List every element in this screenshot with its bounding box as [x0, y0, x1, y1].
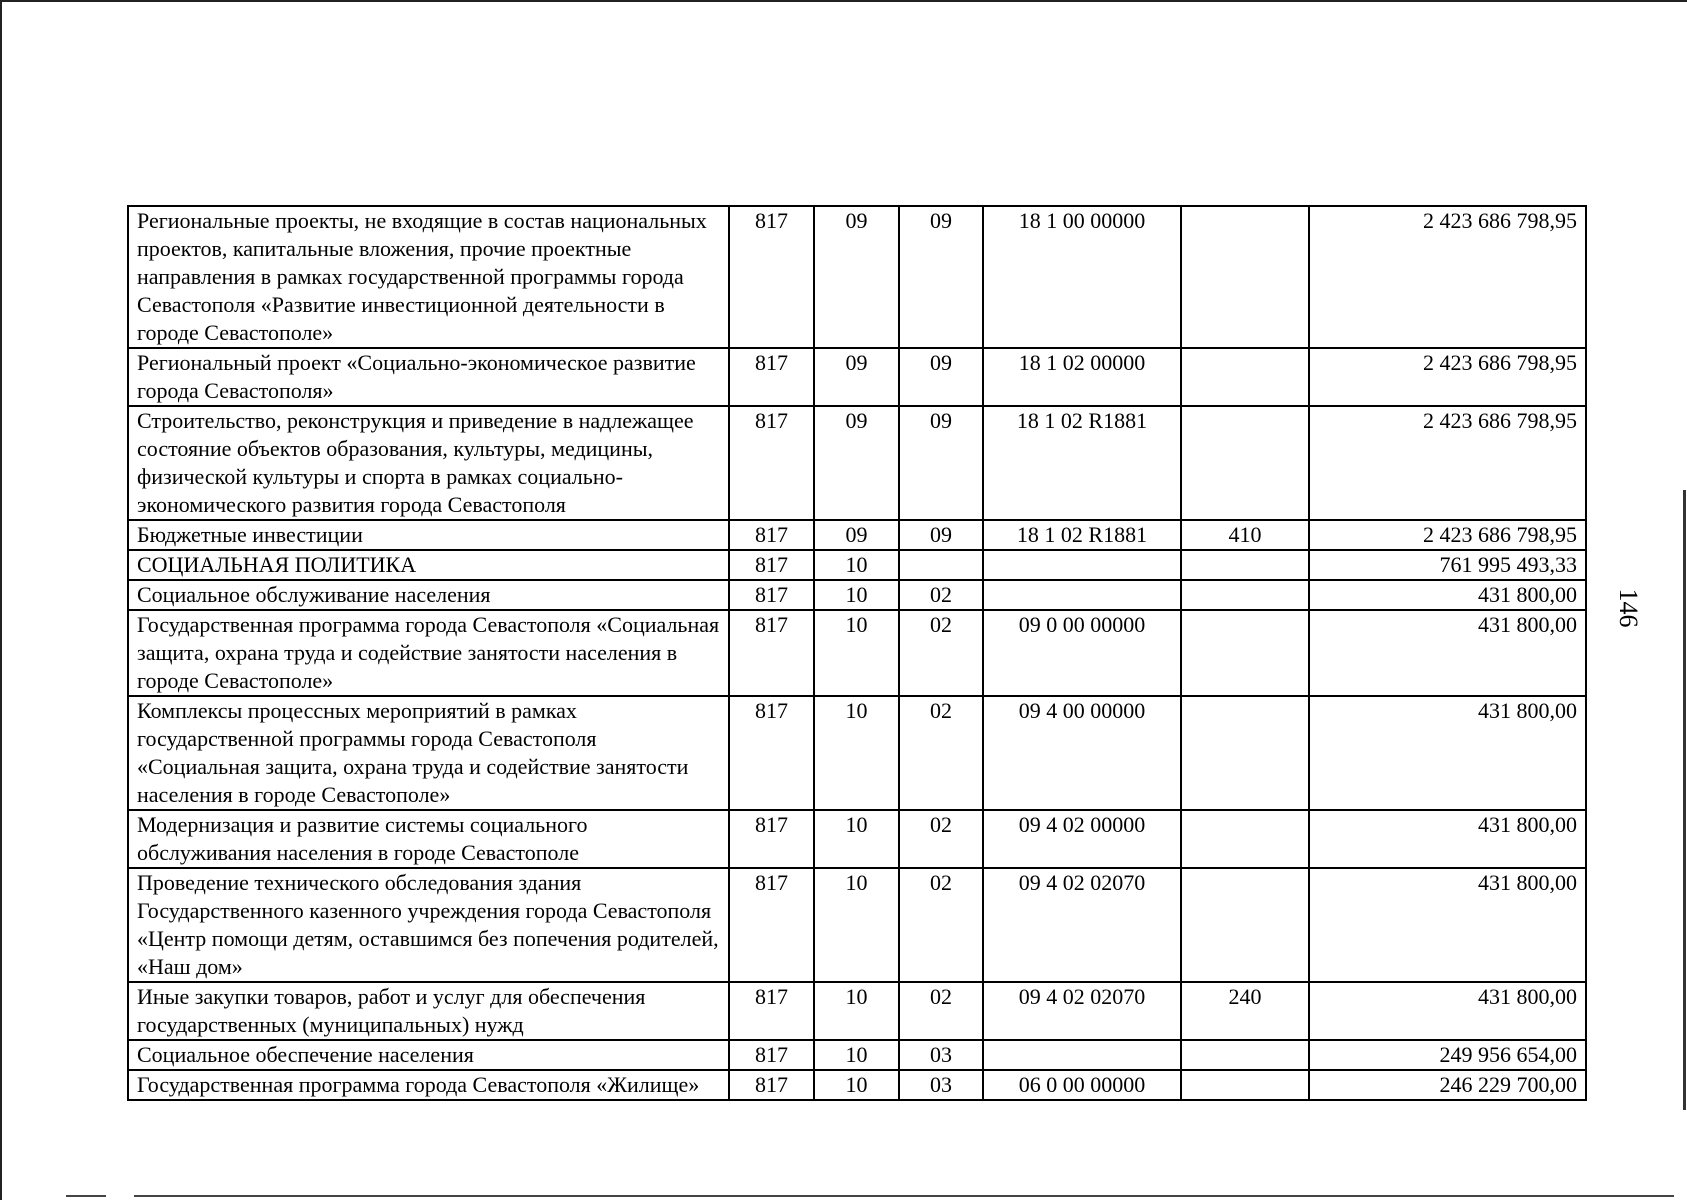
cell-expense-type: [1181, 868, 1309, 982]
cell-expense-type: [1181, 610, 1309, 696]
cell-name: Социальное обеспечение населения: [128, 1040, 729, 1070]
cell-amount: 2 423 686 798,95: [1309, 348, 1586, 406]
cell-target-article: 09 0 00 00000: [983, 610, 1181, 696]
page-number: 146: [1614, 588, 1643, 628]
cell-section-code: 10: [814, 696, 899, 810]
table-row: [128, 1040, 1586, 1070]
cell-amount: 761 995 493,33: [1309, 550, 1586, 580]
cell-name: Бюджетные инвестиции: [128, 520, 729, 550]
bottom-line-short: [66, 1195, 106, 1197]
cell-name: Государственная программа города Севастополя «Жилище»: [128, 1070, 729, 1100]
cell-name: Строительство, реконструкция и приведение в надлежащее состояние объектов образования, культуры, медицины, физической культуры и спорта в рамках социально-экономического развития города Севастополя: [128, 406, 729, 520]
cell-section-code: 10: [814, 610, 899, 696]
cell-section-code: 09: [814, 348, 899, 406]
cell-department-code: 817: [729, 696, 814, 810]
cell-name: Проведение технического обследования здания Государственного казенного учреждения города Севастополя «Центр помощи детям, оставшимся без попечения родителей, «Наш дом»: [128, 868, 729, 982]
table-row: [128, 982, 1586, 1040]
cell-name: Иные закупки товаров, работ и услуг для обеспечения государственных (муниципальных) нужд: [128, 982, 729, 1040]
cell-amount: 2 423 686 798,95: [1309, 406, 1586, 520]
cell-subsection-code: 09: [899, 406, 983, 520]
cell-target-article: [983, 550, 1181, 580]
cell-department-code: 817: [729, 868, 814, 982]
bottom-line-long: [134, 1195, 1674, 1197]
cell-subsection-code: 03: [899, 1040, 983, 1070]
cell-target-article: 09 4 02 02070: [983, 982, 1181, 1040]
page-border-right: [1683, 490, 1686, 1110]
cell-subsection-code: 02: [899, 982, 983, 1040]
table-row: [128, 610, 1586, 696]
cell-department-code: 817: [729, 348, 814, 406]
cell-section-code: 10: [814, 868, 899, 982]
cell-amount: 246 229 700,00: [1309, 1070, 1586, 1100]
cell-subsection-code: 09: [899, 520, 983, 550]
cell-department-code: 817: [729, 520, 814, 550]
cell-department-code: 817: [729, 1040, 814, 1070]
cell-section-code: 09: [814, 406, 899, 520]
cell-section-code: 10: [814, 982, 899, 1040]
cell-amount: 431 800,00: [1309, 580, 1586, 610]
table-row: [128, 580, 1586, 610]
cell-target-article: 18 1 02 R1881: [983, 406, 1181, 520]
cell-expense-type: [1181, 406, 1309, 520]
table-row: [128, 550, 1586, 580]
cell-target-article: 09 4 02 00000: [983, 810, 1181, 868]
page-border-top: [0, 0, 1687, 2]
cell-subsection-code: 09: [899, 348, 983, 406]
table-row: [128, 868, 1586, 982]
cell-name: Региональные проекты, не входящие в состав национальных проектов, капитальные вложения, прочие проектные направления в рамках государственной программы города Севастополя «Развитие инвестиционной деятельности в городе Севастополе»: [128, 206, 729, 348]
cell-expense-type: [1181, 1040, 1309, 1070]
cell-subsection-code: 02: [899, 868, 983, 982]
cell-target-article: 18 1 02 00000: [983, 348, 1181, 406]
cell-amount: 431 800,00: [1309, 868, 1586, 982]
cell-section-code: 10: [814, 810, 899, 868]
cell-target-article: 09 4 00 00000: [983, 696, 1181, 810]
cell-name: Региональный проект «Социально-экономическое развитие города Севастополя»: [128, 348, 729, 406]
budget-table-body: [128, 206, 1586, 1100]
cell-subsection-code: 03: [899, 1070, 983, 1100]
cell-target-article: [983, 1040, 1181, 1070]
cell-section-code: 10: [814, 1070, 899, 1100]
cell-expense-type: [1181, 580, 1309, 610]
cell-expense-type: [1181, 206, 1309, 348]
cell-subsection-code: 02: [899, 610, 983, 696]
cell-amount: 431 800,00: [1309, 696, 1586, 810]
cell-subsection-code: 09: [899, 206, 983, 348]
cell-amount: 2 423 686 798,95: [1309, 520, 1586, 550]
cell-expense-type: [1181, 550, 1309, 580]
cell-expense-type: 240: [1181, 982, 1309, 1040]
cell-department-code: 817: [729, 580, 814, 610]
cell-subsection-code: 02: [899, 696, 983, 810]
cell-amount: 2 423 686 798,95: [1309, 206, 1586, 348]
cell-expense-type: [1181, 1070, 1309, 1100]
table-row: [128, 206, 1586, 348]
table-row: [128, 406, 1586, 520]
cell-expense-type: [1181, 696, 1309, 810]
cell-department-code: 817: [729, 406, 814, 520]
cell-subsection-code: 02: [899, 580, 983, 610]
cell-amount: 431 800,00: [1309, 810, 1586, 868]
cell-section-code: 09: [814, 520, 899, 550]
budget-table: [127, 205, 1587, 1101]
cell-section-code: 09: [814, 206, 899, 348]
table-row: [128, 1070, 1586, 1100]
cell-department-code: 817: [729, 1070, 814, 1100]
cell-department-code: 817: [729, 206, 814, 348]
cell-amount: 431 800,00: [1309, 610, 1586, 696]
page-border-left: [0, 0, 2, 1200]
cell-section-code: 10: [814, 1040, 899, 1070]
table-row: [128, 810, 1586, 868]
cell-department-code: 817: [729, 810, 814, 868]
cell-department-code: 817: [729, 550, 814, 580]
table-row: [128, 348, 1586, 406]
cell-target-article: 06 0 00 00000: [983, 1070, 1181, 1100]
cell-target-article: 09 4 02 02070: [983, 868, 1181, 982]
cell-expense-type: 410: [1181, 520, 1309, 550]
cell-amount: 431 800,00: [1309, 982, 1586, 1040]
cell-section-code: 10: [814, 550, 899, 580]
cell-name: СОЦИАЛЬНАЯ ПОЛИТИКА: [128, 550, 729, 580]
cell-amount: 249 956 654,00: [1309, 1040, 1586, 1070]
cell-target-article: 18 1 02 R1881: [983, 520, 1181, 550]
cell-name: Модернизация и развитие системы социального обслуживания населения в городе Севастополе: [128, 810, 729, 868]
cell-section-code: 10: [814, 580, 899, 610]
cell-target-article: [983, 580, 1181, 610]
cell-expense-type: [1181, 348, 1309, 406]
cell-department-code: 817: [729, 610, 814, 696]
cell-subsection-code: 02: [899, 810, 983, 868]
cell-subsection-code: [899, 550, 983, 580]
table-row: [128, 696, 1586, 810]
table-row: [128, 520, 1586, 550]
cell-name: Социальное обслуживание населения: [128, 580, 729, 610]
cell-department-code: 817: [729, 982, 814, 1040]
cell-name: Комплексы процессных мероприятий в рамках государственной программы города Севастополя «Социальная защита, охрана труда и содействие занятости населения в городе Севастополе»: [128, 696, 729, 810]
cell-target-article: 18 1 00 00000: [983, 206, 1181, 348]
cell-name: Государственная программа города Севастополя «Социальная защита, охрана труда и содействие занятости населения в городе Севастополе»: [128, 610, 729, 696]
cell-expense-type: [1181, 810, 1309, 868]
